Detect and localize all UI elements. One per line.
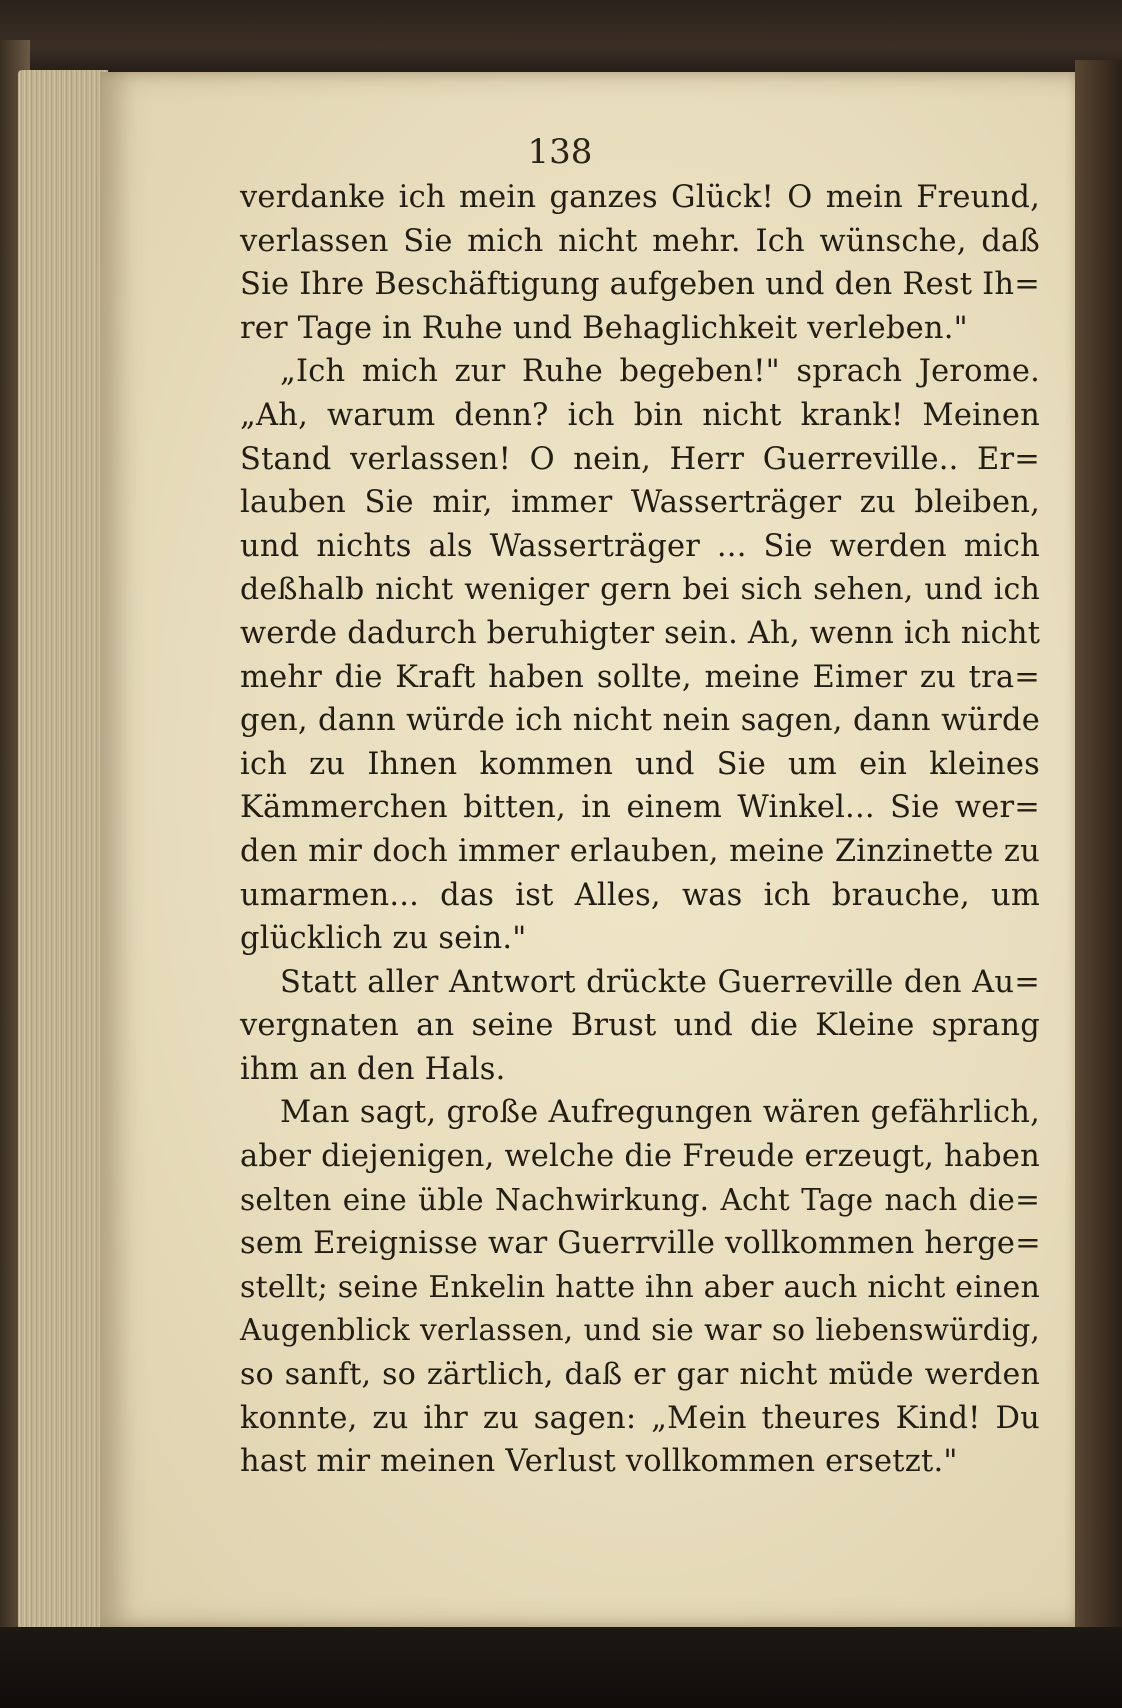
page-number: 138 (527, 132, 593, 172)
text-line: ihm an den Hals. (240, 1051, 506, 1087)
book-cover-top (0, 0, 1122, 80)
text-line: „Ich mich zur Ruhe begeben!" sprach Jerome. (280, 354, 1040, 390)
text-line: so sanft, so zärtlich, daß er gar nicht müde werden (240, 1357, 1040, 1393)
text-line: ich zu Ihnen kommen und Sie um ein kleines (240, 746, 1040, 782)
text-line: umarmen... das ist Alles, was ich brauche, um (240, 877, 1040, 913)
text-line: Man sagt, große Aufregungen wären gefährlich, (280, 1095, 1040, 1131)
text-line: aber diejenigen, welche die Freude erzeugt, haben (240, 1139, 1040, 1175)
book-spine (1075, 60, 1122, 1660)
text-line: stellt; seine Enkelin hatte ihn aber auch nicht einen (240, 1269, 1040, 1305)
text-line: Sie Ihre Beschäftigung aufgeben und den Rest Ih= (240, 267, 1040, 303)
text-line: „Ah, warum denn? ich bin nicht krank! Meinen (240, 397, 1040, 433)
text-line: glücklich zu sein." (240, 921, 527, 957)
text-line: Augenblick verlassen, und sie war so liebenswürdig, (240, 1313, 1040, 1348)
page-edges (18, 70, 108, 1630)
text-line: gen, dann würde ich nicht nein sagen, dann würde (240, 703, 1040, 739)
body-text (240, 176, 1040, 1484)
text-line: selten eine üble Nachwirkung. Acht Tage nach die= (240, 1182, 1040, 1217)
text-line: den mir doch immer erlauben, meine Zinzinette zu (240, 833, 1040, 869)
text-line: werde dadurch beruhigter sein. Ah, wenn ich nicht (240, 615, 1041, 651)
text-line: und nichts als Wasserträger ... Sie werden mich (240, 528, 1040, 564)
text-line: lauben Sie mir, immer Wasserträger zu bleiben, (240, 485, 1040, 521)
text-line: Stand verlassen! O nein, Herr Guerreville.. Er= (240, 441, 1040, 477)
text-line: Statt aller Antwort drückte Guerreville den Au= (280, 964, 1040, 1000)
text-line: konnte, zu ihr zu sagen: „Mein theures Kind! Du (240, 1400, 1040, 1436)
book-cover-bottom (0, 1627, 1122, 1708)
text-line: mehr die Kraft haben sollte, meine Eimer zu tra= (240, 659, 1040, 695)
text-line: rer Tage in Ruhe und Behaglichkeit verleben." (240, 310, 968, 346)
text-line: verdanke ich mein ganzes Glück! O mein Freund, (240, 180, 1040, 215)
text-line: vergnaten an seine Brust und die Kleine sprang (240, 1008, 1040, 1044)
text-line: Kämmerchen bitten, in einem Winkel... Sie wer= (240, 790, 1040, 826)
text-line: deßhalb nicht weniger gern bei sich sehen, und ich (240, 572, 1040, 608)
text-line: verlassen Sie mich nicht mehr. Ich wünsche, daß (240, 223, 1040, 259)
text-line: hast mir meinen Verlust vollkommen ersetzt." (240, 1444, 958, 1480)
text-line: sem Ereignisse war Guerrville vollkommen herge= (240, 1226, 1041, 1262)
